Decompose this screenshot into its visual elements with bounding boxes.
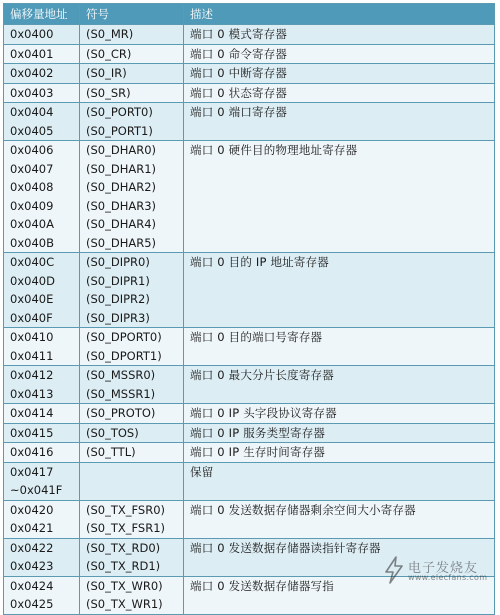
addr-value: 0x0423 xyxy=(10,559,54,573)
desc-cell xyxy=(184,83,495,103)
table-row xyxy=(4,443,495,463)
desc-value: 端口 0 中断寄存器 xyxy=(190,66,288,80)
desc-value: 端口 0 IP 生存时间寄存器 xyxy=(190,445,326,459)
addr-value: 0x0402 xyxy=(10,66,54,80)
header-desc: 描述 xyxy=(184,4,495,25)
addr-cell xyxy=(4,500,80,538)
desc-value: 端口 0 目的 IP 地址寄存器 xyxy=(190,255,329,269)
symbol-value: (S0_TX_FSR0) xyxy=(86,502,166,517)
table-row xyxy=(4,576,495,614)
header-symbol: 符号 xyxy=(80,4,184,25)
addr-cell xyxy=(4,44,80,64)
watermark-text: 电子发烧友 xyxy=(408,561,479,576)
symbol-value: (S0_DIPR1) xyxy=(86,273,150,288)
desc-value: 端口 0 硬件目的物理地址寄存器 xyxy=(190,143,358,157)
desc-cell xyxy=(184,328,495,366)
addr-cell xyxy=(4,538,80,576)
addr-value: 0x0407 xyxy=(10,161,54,176)
desc-cell xyxy=(184,576,495,614)
table-row xyxy=(4,500,495,538)
addr-cell xyxy=(4,328,80,366)
desc-value: 端口 0 端口寄存器 xyxy=(190,105,288,119)
table-row xyxy=(4,103,495,141)
symbol-cell xyxy=(80,141,184,253)
desc-cell xyxy=(184,141,495,253)
addr-cell xyxy=(4,404,80,424)
addr-value: 0x0412 xyxy=(10,368,54,382)
addr-cell xyxy=(4,423,80,443)
addr-value: 0x0405 xyxy=(10,123,54,138)
watermark-subtext: www.elecfans.com xyxy=(408,573,488,582)
table-row xyxy=(4,404,495,424)
desc-cell xyxy=(184,103,495,141)
symbol-value: (S0_SR) xyxy=(86,85,131,100)
addr-cell xyxy=(4,64,80,84)
addr-value: 0x0400 xyxy=(10,27,54,41)
symbol-value: (S0_MSSR1) xyxy=(86,386,156,401)
symbol-value: (S0_DHAR3) xyxy=(86,198,157,213)
addr-value: 0x0420 xyxy=(10,502,54,517)
table-header-row xyxy=(4,4,495,25)
desc-value: 端口 0 最大分片长度寄存器 xyxy=(190,368,334,382)
table-body xyxy=(4,25,495,615)
addr-value: 0x040B xyxy=(10,235,54,250)
desc-cell xyxy=(184,443,495,463)
addr-value: 0x0406 xyxy=(10,143,54,157)
desc-cell xyxy=(184,423,495,443)
addr-cell xyxy=(4,253,80,328)
desc-value: 端口 0 目的端口号寄存器 xyxy=(190,330,323,344)
table-row xyxy=(4,83,495,103)
symbol-value: (S0_TX_WR0) xyxy=(86,578,163,593)
addr-value: 0x0425 xyxy=(10,597,54,611)
addr-cell xyxy=(4,103,80,141)
symbol-value: (S0_DIPR2) xyxy=(86,292,150,306)
addr-value: 0x040C xyxy=(10,255,55,269)
symbol-cell xyxy=(80,404,184,424)
symbol-cell xyxy=(80,64,184,84)
table-row xyxy=(4,64,495,84)
desc-cell xyxy=(184,25,495,45)
symbol-cell xyxy=(80,103,184,141)
addr-value: 0x0415 xyxy=(10,425,54,440)
symbol-cell xyxy=(80,366,184,404)
addr-value: 0x0413 xyxy=(10,386,54,401)
table-row xyxy=(4,141,495,253)
addr-value: 0x0408 xyxy=(10,180,54,194)
symbol-value: (S0_DPORT1) xyxy=(86,348,162,363)
addr-value: 0x040F xyxy=(10,310,53,325)
symbol-cell xyxy=(80,576,184,614)
symbol-value: (S0_PROTO) xyxy=(86,406,156,420)
desc-cell xyxy=(184,404,495,424)
symbol-cell xyxy=(80,44,184,64)
desc-cell xyxy=(184,44,495,64)
symbol-cell xyxy=(80,500,184,538)
symbol-value: (S0_TX_WR1) xyxy=(86,597,163,611)
addr-value: 0x0422 xyxy=(10,540,54,555)
symbol-cell xyxy=(80,423,184,443)
addr-value: 0x0424 xyxy=(10,578,54,593)
addr-value: 0x0411 xyxy=(10,348,54,363)
symbol-value: (S0_DHAR4) xyxy=(86,217,157,231)
addr-value: 0x0404 xyxy=(10,105,54,119)
table-row xyxy=(4,253,495,328)
addr-value: 0x0421 xyxy=(10,521,54,535)
symbol-value: (S0_PORT1) xyxy=(86,123,153,138)
table-row xyxy=(4,328,495,366)
addr-cell xyxy=(4,366,80,404)
symbol-value: (S0_TX_RD0) xyxy=(86,540,161,555)
symbol-cell xyxy=(80,83,184,103)
addr-cell xyxy=(4,443,80,463)
addr-value: 0x0417 xyxy=(10,464,54,479)
table-row xyxy=(4,25,495,45)
symbol-value: (S0_TOS) xyxy=(86,425,139,440)
addr-value: 0x040A xyxy=(10,217,54,231)
addr-value: 0x0403 xyxy=(10,85,54,100)
symbol-value: (S0_DHAR1) xyxy=(86,161,157,176)
addr-value: 0x0401 xyxy=(10,46,54,61)
symbol-value: (S0_CR) xyxy=(86,46,132,61)
desc-value: 端口 0 状态寄存器 xyxy=(190,85,288,100)
desc-value: 端口 0 发送数据存储器读指针寄存器 xyxy=(190,540,381,555)
table-row xyxy=(4,366,495,404)
addr-value: 0x040D xyxy=(10,273,55,288)
symbol-cell xyxy=(80,253,184,328)
symbol-value: (S0_PORT0) xyxy=(86,105,153,119)
symbol-value: (S0_TX_FSR1) xyxy=(86,521,166,535)
desc-cell xyxy=(184,500,495,538)
symbol-value: (S0_DPORT0) xyxy=(86,330,162,344)
symbol-value: (S0_DIPR0) xyxy=(86,255,150,269)
addr-cell xyxy=(4,83,80,103)
table-row xyxy=(4,423,495,443)
table-row xyxy=(4,44,495,64)
symbol-value: (S0_DHAR5) xyxy=(86,235,157,250)
table-row xyxy=(4,462,495,500)
addr-value: 0x0414 xyxy=(10,406,54,420)
symbol-cell xyxy=(80,443,184,463)
symbol-cell xyxy=(80,328,184,366)
desc-cell xyxy=(184,538,495,576)
desc-value: 端口 0 IP 服务类型寄存器 xyxy=(190,425,326,440)
symbol-value: (S0_DHAR0) xyxy=(86,143,157,157)
symbol-value: (S0_DHAR2) xyxy=(86,180,157,194)
addr-cell xyxy=(4,141,80,253)
desc-cell xyxy=(184,64,495,84)
addr-value: 0x0409 xyxy=(10,198,54,213)
symbol-value: (S0_IR) xyxy=(86,66,127,80)
desc-cell xyxy=(184,366,495,404)
symbol-value: (S0_TX_RD1) xyxy=(86,559,161,573)
addr-cell xyxy=(4,462,80,500)
addr-cell xyxy=(4,576,80,614)
register-table xyxy=(3,3,495,615)
symbol-cell xyxy=(80,538,184,576)
desc-value: 保留 xyxy=(190,464,214,479)
symbol-cell xyxy=(80,25,184,45)
addr-value: 0x0416 xyxy=(10,445,54,459)
desc-value: 端口 0 发送数据存储器剩余空间大小寄存器 xyxy=(190,502,416,517)
header-addr: 偏移量地址 xyxy=(4,4,80,25)
desc-value: 端口 0 发送数据存储器写指 xyxy=(190,578,334,593)
addr-value: 0x0410 xyxy=(10,330,54,344)
addr-cell xyxy=(4,25,80,45)
table-row xyxy=(4,538,495,576)
symbol-value: (S0_DIPR3) xyxy=(86,310,150,325)
symbol-cell xyxy=(80,462,184,500)
desc-cell xyxy=(184,253,495,328)
desc-value: 端口 0 命令寄存器 xyxy=(190,46,288,61)
symbol-value: (S0_TTL) xyxy=(86,445,136,459)
addr-value: ~0x041F xyxy=(10,483,63,497)
symbol-value: (S0_MR) xyxy=(86,27,134,41)
desc-value: 端口 0 IP 头字段协议寄存器 xyxy=(190,406,337,420)
desc-value: 端口 0 模式寄存器 xyxy=(190,27,288,41)
symbol-value: (S0_MSSR0) xyxy=(86,368,156,382)
addr-value: 0x040E xyxy=(10,292,54,306)
desc-cell xyxy=(184,462,495,500)
